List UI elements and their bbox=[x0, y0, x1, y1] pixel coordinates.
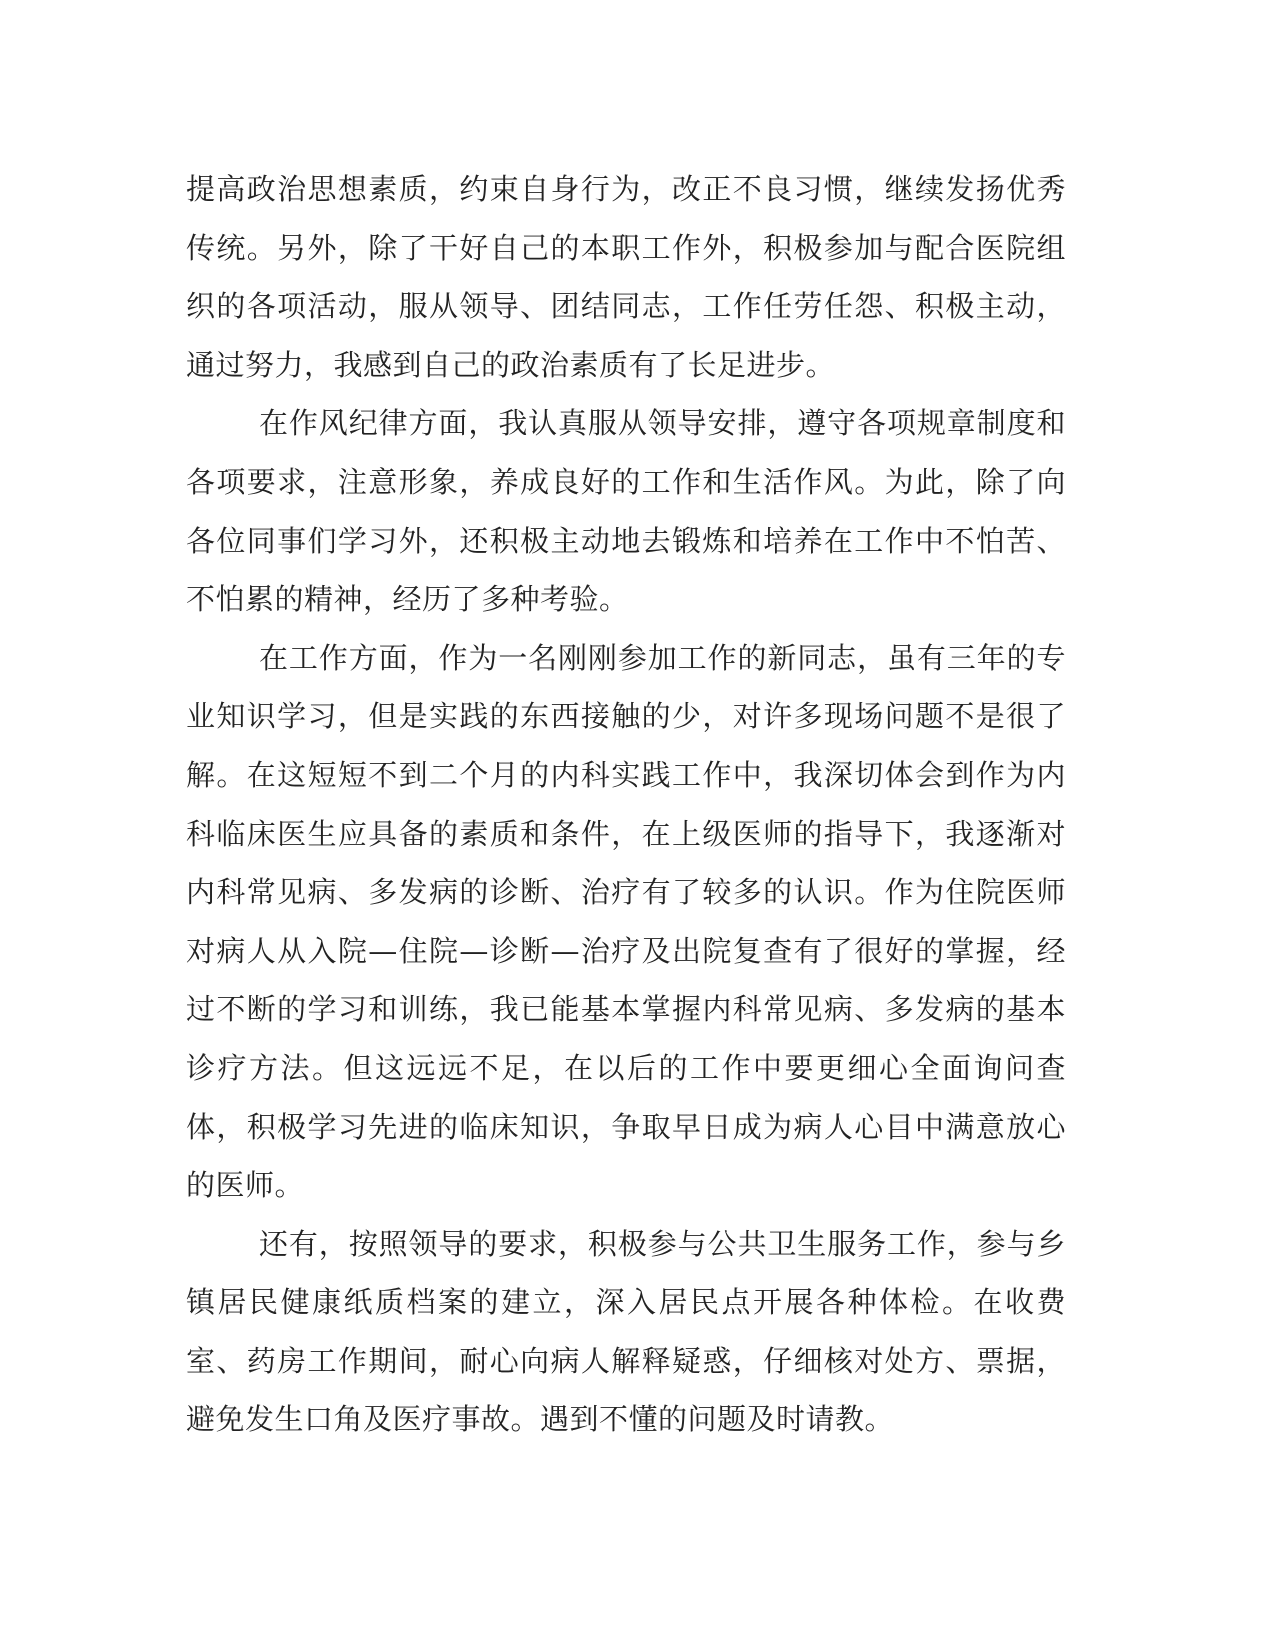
paragraph-work-performance: 在工作方面，作为一名刚刚参加工作的新同志，虽有三年的专业知识学习，但是实践的东西接触的少，对许多现场问题不是很了解。在这短短不到二个月的内科实践工作中，我深切体会到作为内科临床医生应具备的素质和条件，在上级医师的指导下，我逐渐对内科常见病、多发病的诊断、治疗有了较多的认识。作为住院医师对病人从入院—住院—诊断—治疗及出院复查有了很好的掌握，经过不断的学习和训练，我已能基本掌握内科常见病、多发病的基本诊疗方法。但这远远不足，在以后的工作中要更细心全面询问查体，积极学习先进的临床知识，争取早日成为病人心目中满意放心的医师。 bbox=[186, 640, 1066, 1203]
paragraph-political-quality: 提高政治思想素质，约束自身行为，改正不良习惯，继续发扬优秀传统。另外，除了干好自己的本职工作外，积极参加与配合医院组织的各项活动，服从领导、团结同志，工作任劳任怨、积极主动，通过努力，我感到自己的政治素质有了长足进步。 bbox=[186, 172, 1066, 382]
document-body bbox=[186, 160, 1066, 1449]
paragraph-public-health-service: 还有，按照领导的要求，积极参与公共卫生服务工作，参与乡镇居民健康纸质档案的建立，深入居民点开展各种体检。在收费室、药房工作期间，耐心向病人解释疑惑，仔细核对处方、票据，避免发生口角及医疗事故。遇到不懂的问题及时请教。 bbox=[186, 1226, 1066, 1437]
paragraph-work-style-discipline: 在作风纪律方面，我认真服从领导安排，遵守各项规章制度和各项要求，注意形象，养成良好的工作和生活作风。为此，除了向各位同事们学习外，还积极主动地去锻炼和培养在工作中不怕苦、不怕累的精神，经历了多种考验。 bbox=[186, 406, 1066, 617]
